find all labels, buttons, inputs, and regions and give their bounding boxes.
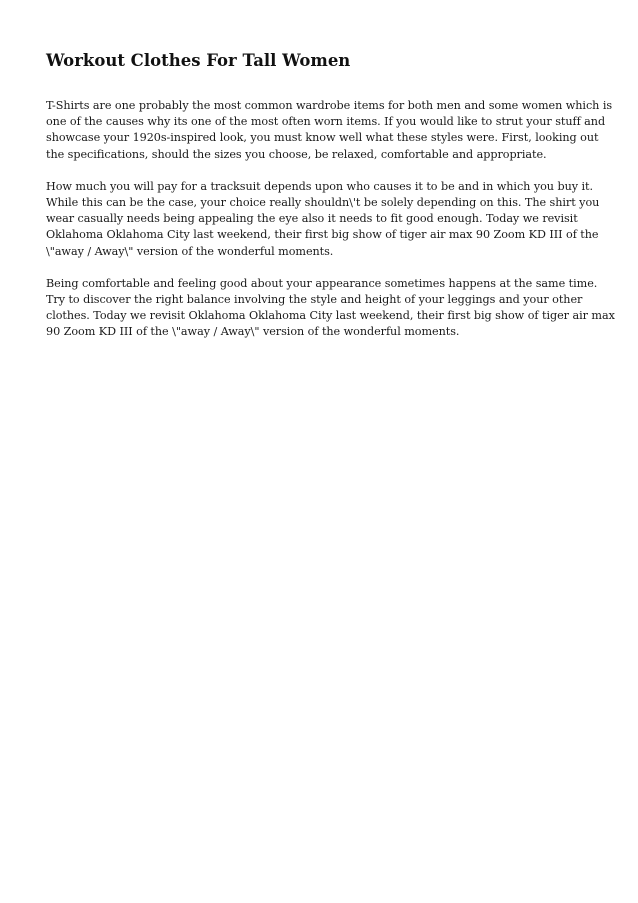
paragraph-line: wear casually needs being appealing the eye also it needs to fit good enough. Today we revisit [46, 212, 578, 226]
paragraph-line: How much you will pay for a tracksuit depends upon who causes it to be and in which you buy it. [46, 179, 593, 193]
paragraph-line: Try to discover the right balance involving the style and height of your leggings and your other [46, 293, 583, 307]
paragraph-line: the specifications, should the sizes you choose, be relaxed, comfortable and appropriate. [46, 147, 547, 161]
paragraph-line: clothes. Today we revisit Oklahoma Oklahoma City last weekend, their first big show of tiger air max [46, 309, 615, 323]
document-page [46, 50, 615, 357]
paragraph-line: While this can be the case, your choice really shouldn\'t be solely depending on this. The shirt you [46, 196, 600, 210]
paragraph-3 [46, 276, 615, 341]
paragraph-line: showcase your 1920s-inspired look, you must know well what these styles were. First, looking out [46, 131, 599, 145]
paragraph-line: Being comfortable and feeling good about your appearance sometimes happens at the same time. [46, 276, 598, 290]
paragraph-2 [46, 179, 600, 260]
paragraph-line: 90 Zoom KD III of the \"away / Away\" version of the wonderful moments. [46, 325, 460, 339]
paragraph-line: T-Shirts are one probably the most common wardrobe items for both men and some women which is [46, 99, 613, 112]
paragraph-line: one of the causes why its one of the most often worn items. If you would like to strut your stuff and [46, 115, 606, 129]
paragraph-1 [46, 98, 613, 163]
document-title: Workout Clothes For Tall Women [46, 51, 351, 70]
paragraph-line: Oklahoma Oklahoma City last weekend, their first big show of tiger air max 90 Zoom KD III of the [46, 228, 599, 242]
paragraph-line: \"away / Away\" version of the wonderful moments. [46, 244, 334, 258]
